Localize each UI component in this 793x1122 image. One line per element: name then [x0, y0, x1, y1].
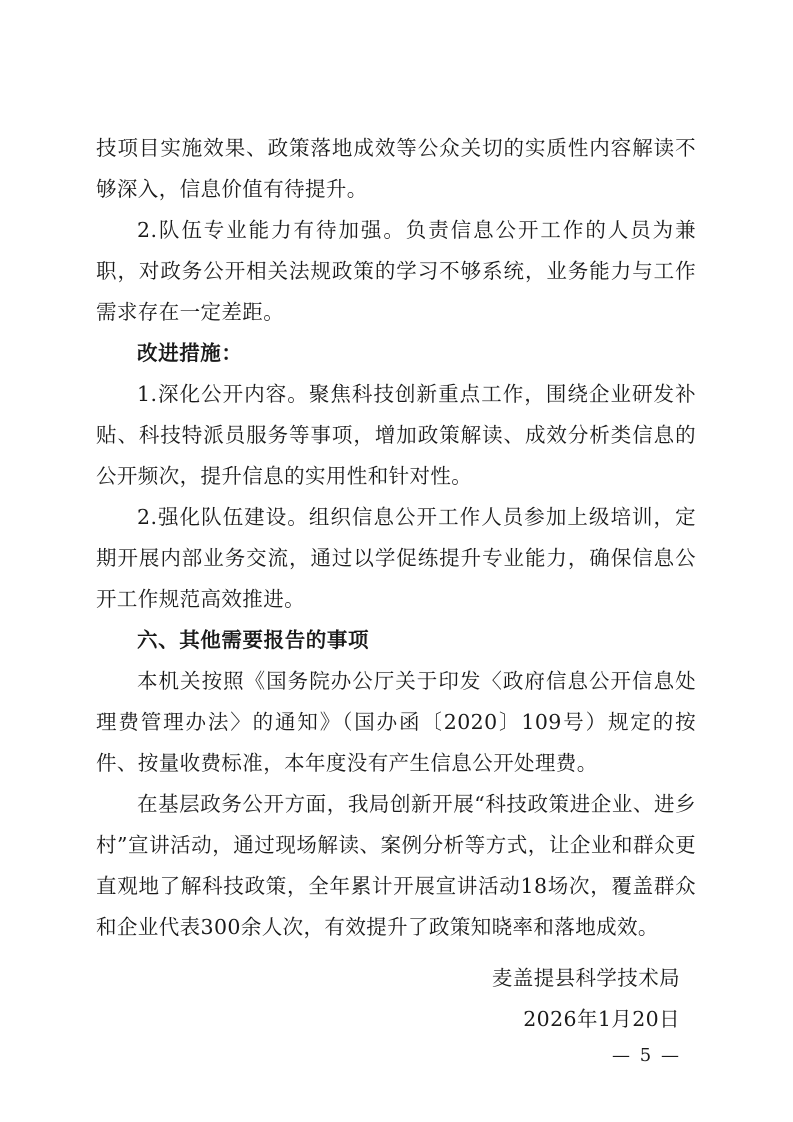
paragraph-grassroots-disclosure: 在基层政务公开方面，我局创新开展“科技政策进企业、进乡村”宣讲活动，通过现场解读、案例分析等方式，让企业和群众更直观地了解科技政策，全年累计开展宣讲活动18场次，覆盖群众和企业代表300余人次，有效提升了政策知晓率和落地成效。 [96, 792, 696, 939]
document-body [96, 128, 696, 1040]
paragraph-measure-1: 1.深化公开内容。聚焦科技创新重点工作，围绕企业研发补贴、科技特派员服务等事项，增加政策解读、成效分析类信息的公开频次，提升信息的实用性和针对性。 [96, 382, 696, 488]
paragraph-measure-2: 2.强化队伍建设。组织信息公开工作人员参加上级培训，定期开展内部业务交流，通过以学促练提升专业能力，确保信息公开工作规范高效推进。 [96, 505, 696, 611]
signature-date: 2026年1月20日 [523, 1007, 680, 1031]
paragraph-continued: 技项目实施效果、政策落地成效等公众关切的实质性内容解读不够深入，信息价值有待提升。 [96, 136, 696, 201]
page-number-footer: — 5 — [612, 1045, 681, 1066]
paragraph-processing-fee: 本机关按照《国务院办公厅关于印发〈政府信息公开信息处理费管理办法〉的通知》（国办函〔2020〕109号）规定的按件、按量收费标准，本年度没有产生信息公开处理费。 [96, 669, 696, 775]
heading-section-six: 六、其他需要报告的事项 [137, 628, 370, 652]
heading-improvement-measures: 改进措施： [137, 341, 243, 365]
signature-organization: 麦盖提县科学技术局 [491, 966, 680, 990]
signature-spacer [96, 948, 696, 958]
paragraph-issue-2: 2.队伍专业能力有待加强。负责信息公开工作的人员为兼职，对政务公开相关法规政策的学习不够系统，业务能力与工作需求存在一定差距。 [96, 218, 696, 324]
